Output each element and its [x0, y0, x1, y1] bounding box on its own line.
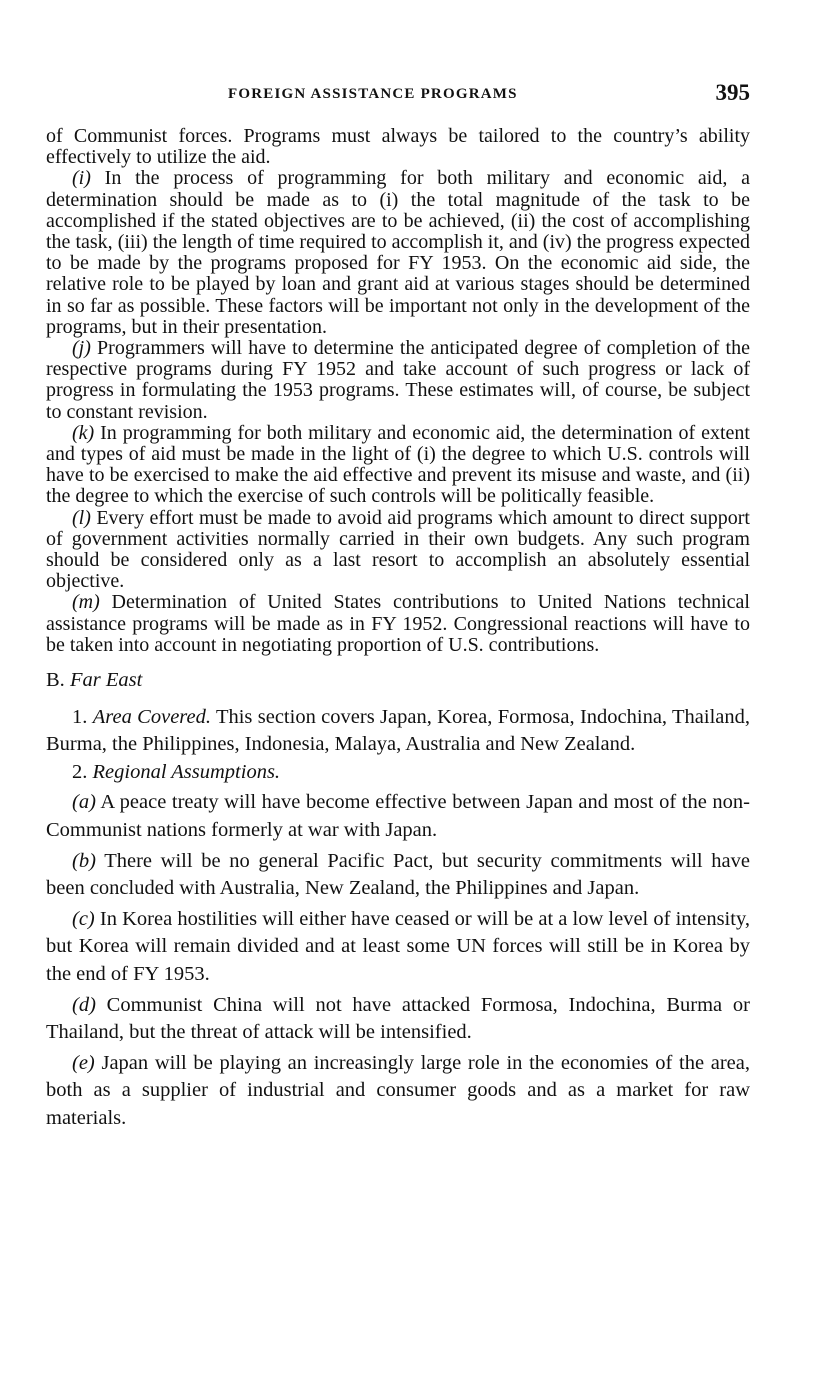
paragraph-label: (a) — [72, 791, 96, 814]
paragraph-k — [46, 423, 750, 508]
paragraph-text: This section covers Japan, Korea, Formosa, Indochina, Thailand, Burma, the Philippines, Indonesia, Malaya, Australia and New Zealand. — [46, 705, 751, 756]
section-heading — [46, 667, 750, 695]
paragraph-c — [46, 906, 750, 989]
paragraph-heading: Area Covered. — [92, 705, 211, 728]
paragraph-text: Every effort must be made to avoid aid programs which amount to direct support of government activities normally carried in their own budgets. Any such program should be considered only as a last resort to accomplish an absolutely essential objective. — [46, 506, 750, 593]
section-b-far-east — [46, 667, 750, 1133]
running-title: FOREIGN ASSISTANCE PROGRAMS — [228, 86, 518, 102]
paragraph-b — [46, 848, 750, 903]
paragraph-text: In Korea hostilities will either have ceased or will be at a low level of intensity, but Korea will remain divided and at least some UN forces will still be in Korea by the end of FY 1953. — [46, 907, 750, 986]
paragraph-heading: Regional Assumptions. — [92, 760, 281, 783]
paragraph-e — [46, 1050, 750, 1133]
paragraph-text: A peace treaty will have become effective between Japan and most of the non-Communist nations formerly at war with Japan. — [46, 791, 750, 842]
paragraph-label: (c) — [72, 907, 95, 930]
paragraph-i — [46, 168, 750, 338]
page-header — [46, 80, 750, 110]
body-text — [46, 126, 750, 1133]
paragraph-m — [46, 592, 750, 656]
paragraph-continuation: of Communist forces. Programs must always be tailored to the country’s ability effectively to utilize the aid. — [46, 125, 750, 169]
paragraph-label: (e) — [72, 1051, 95, 1074]
paragraph-text: Determination of United States contributions to United Nations technical assistance programs will be made as in FY 1952. Congressional reactions will have to be taken into account in negotiating proportion of U.S. contributions. — [46, 591, 750, 656]
paragraph-label: (l) — [72, 506, 91, 529]
paragraph-regional-assumptions — [46, 759, 750, 787]
paragraph-text: Programmers will have to determine the anticipated degree of completion of the respective programs during FY 1952 and take account of such progress or lack of progress in formulating the 1953 programs. These estimates will, of course, be subject to constant revision. — [46, 337, 750, 423]
paragraph-area-covered — [46, 704, 750, 759]
paragraph-label: (k) — [72, 421, 95, 444]
paragraph-text: There will be no general Pacific Pact, but security commitments will have been concluded with Australia, New Zealand, the Philippines and Japan. — [46, 849, 750, 900]
paragraph-text: Japan will be playing an increasingly large role in the economies of the area, both as a supplier of industrial and consumer goods and as a market for raw materials. — [46, 1051, 750, 1129]
paragraph-label: (j) — [72, 337, 91, 360]
paragraph-text: In programming for both military and economic aid, the determination of extent and types of aid must be made in the light of (i) the degree to which U.S. controls will have to be exercised to make the aid effective and prevent its misuse and waste, and (ii) the degree to which the exercise of such controls will be politically feasible. — [46, 421, 750, 508]
paragraph-label: (d) — [72, 993, 96, 1016]
section-letter: B. — [46, 669, 70, 692]
paragraph-label: (i) — [72, 167, 91, 190]
paragraph-text: In the process of programming for both military and economic aid, a determination should be made as to (i) the total magnitude of the task to be accomplished if the stated objectives are to be achieved, (ii) the cost of accomplishing the task, (iii) the length of time required to accomplish it, and (iv) the progress expected to be made by the programs proposed for FY 1953. On the economic aid side, the relative role to be played by loan and grant aid at various stages should be determined in so far as possible. These factors will be important not only in the development of the programs, but in their presentation. — [46, 167, 750, 338]
paragraph-label: (m) — [72, 591, 100, 614]
paragraph-j — [46, 338, 750, 423]
paragraph-text: Communist China will not have attacked Formosa, Indochina, Burma or Thailand, but the threat of attack will be intensified. — [46, 993, 750, 1044]
section-title: Far East — [69, 669, 143, 692]
page-number: 395 — [715, 80, 750, 105]
paragraph-label: 2. — [72, 760, 93, 783]
paragraph-d — [46, 992, 750, 1047]
section-a-continuation — [46, 126, 750, 656]
paragraph-label: (b) — [72, 849, 96, 872]
paragraph-label: 1. — [72, 705, 93, 728]
paragraph-a — [46, 789, 750, 844]
paragraph-l — [46, 508, 750, 593]
